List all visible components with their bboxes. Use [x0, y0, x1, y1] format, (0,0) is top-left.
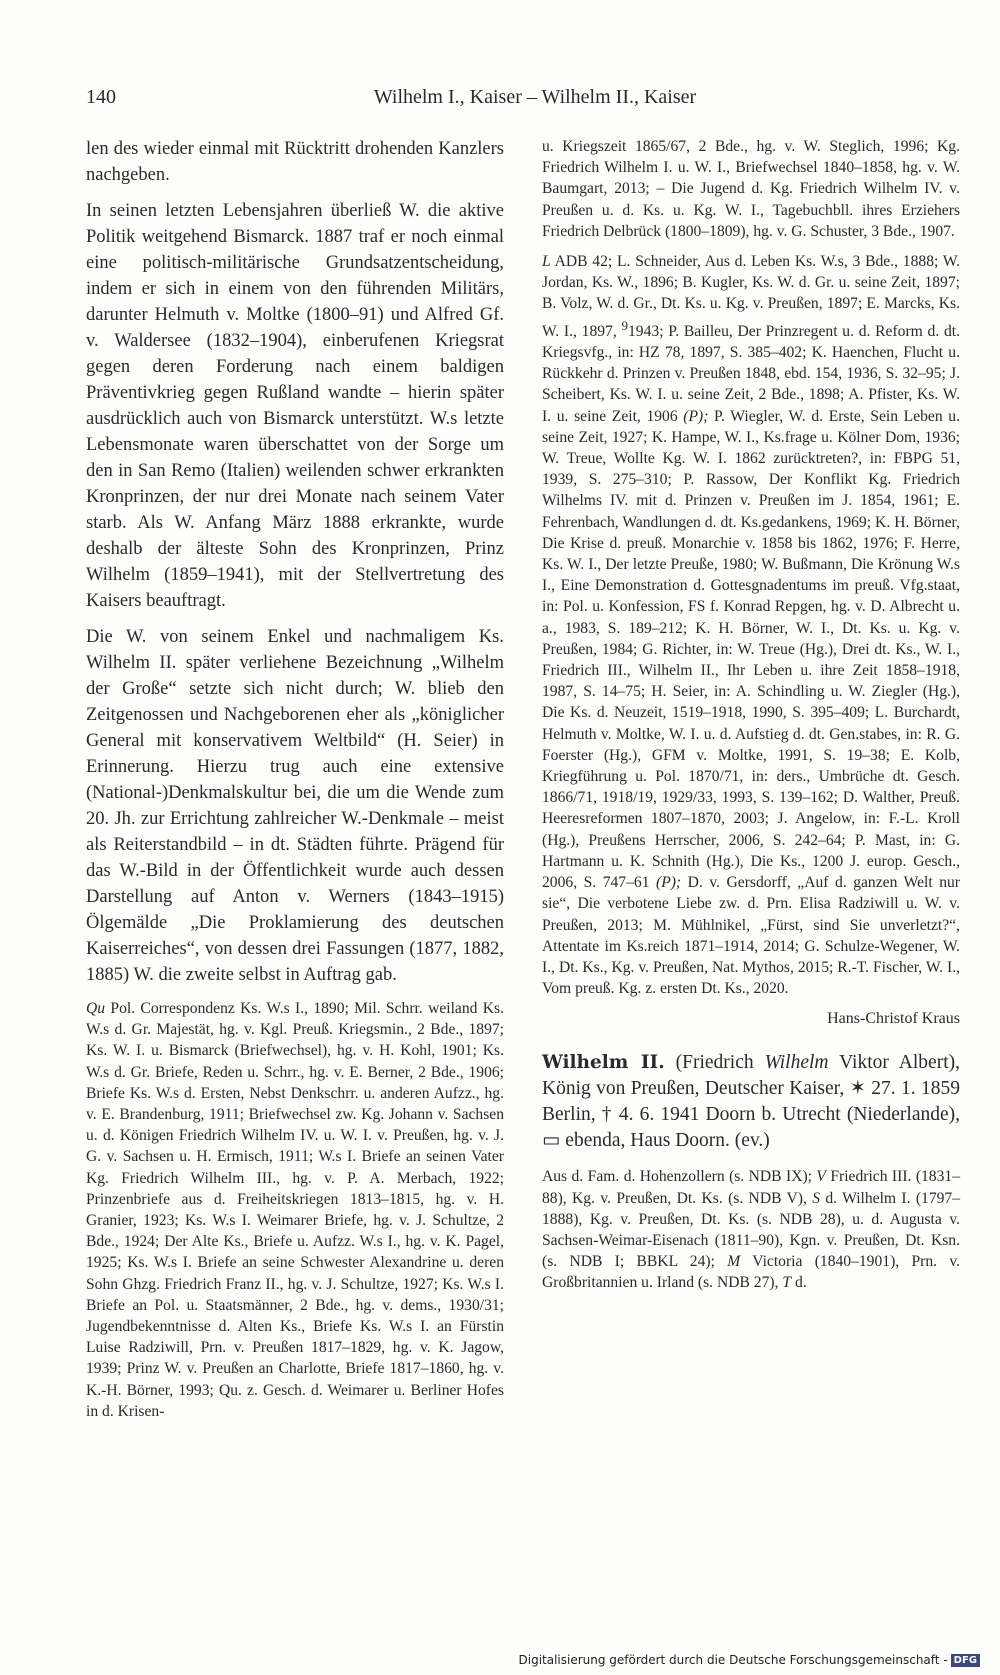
genealogy-label: T	[782, 1274, 792, 1292]
portrait-marker: (P);	[656, 874, 682, 892]
page-header	[86, 86, 944, 116]
literature-paragraph	[542, 251, 960, 999]
dfg-logo: DFG	[951, 1654, 980, 1667]
genealogy-label: M	[727, 1253, 741, 1271]
literature-text: ADB 42; L. Schneider, Aus d. Leben Ks. W.s, 3 Bde., 1888; W. Jordan, Ks. W., 1896; B. Kugler, Ks. W. d. Gr. u. seine Zeit, 1897; B. Volz, W. d. Gr., Dt. Ks. u. Kg. v. Preußen, 1897; E. Marcks, Ks. W. I., 1897,	[542, 253, 960, 340]
genealogy-label: S	[812, 1189, 821, 1207]
entry-text: (Friedrich	[664, 1052, 765, 1074]
sources-continued: u. Kriegszeit 1865/67, 2 Bde., hg. v. W. Steglich, 1996; Kg. Friedrich Wilhelm I. u. W. I., Briefwechsel 1840–1858, hg. v. W. Baumgart, 2013; – Die Jugend d. Kg. Friedrich Wilhelm IV. v. Preußen u. d. Ks. u. Kg. W. I., Tagebuchbll. ihres Erziehers Friedrich Delbrück (1800–1809), hg. v. G. Schuster, 3 Bde., 1907.	[542, 138, 960, 240]
author-signature: Hans-Christof Kraus	[827, 1010, 960, 1028]
genealogy-text: d. Wilhelm I. (1797–1888), Kg. v. Preußen, Dt. Ks. (s. NDB 28), u. d. Augusta v. Sachsen-Weimar-Eisenach (1811–90), Kgn. v. Preußen, Dt. Ksn. (s. NDB I; BBKL 24);	[542, 1189, 961, 1271]
digitization-footer	[519, 1653, 981, 1667]
running-title: Wilhelm I., Kaiser – Wilhelm II., Kaiser	[373, 86, 697, 108]
entry-italic-name: Wilhelm	[764, 1052, 829, 1074]
genealogy-text: d.	[791, 1274, 807, 1292]
literature-text: 1943; P. Bailleu, Der Prinzregent u. d. Reform d. dt. Kriegsvfg., in: HZ 78, 1897, S. 385–402; K. Haenchen, Flucht u. Rückkehr d. Prinzen v. Preußen 1848, ebd. 154, 1936, S. 32–95; J. Scheibert, Ks. W. I. u. seine Zeit, 2 Bde., 1898; A. Pfister, Ks. W. I. u. seine Zeit, 1906	[542, 322, 960, 425]
sources-text: Pol. Correspondenz Ks. W.s I., 1890; Mil. Schrr. weiland Ks. W.s d. Gr. Majestät, hg. v. Kgl. Preuß. Kriegsmin., 2 Bde., 1897; Ks. W. I. u. Bismarck (Briefwechsel), hg. v. H. Kohl, 1901; Ks. W.s d. Gr. Briefe, Reden u. Schrr., hg. v. E. Berner, 2 Bde., 1906; Briefe Ks. W.s d. Ersten, Nebst Denkschrr. u. anderen Aufzz., hg. v. E. Brandenburg, 1911; Briefwechsel zw. Kg. Johann v. Sachsen u. d. Königen Friedrich Wilhelm IV. u. W. I. v. Preußen, hg. v. J. G. v. Sachsen u. H. Ermisch, 1911; W.s I. Briefe an seinen Vater Kg. Friedrich Wilhelm III., hg. v. P. A. Merbach, 1922; Prinzenbriefe aus d. Freiheitskriegen 1813–1815, hg. v. H. Granier, 1923; Ks. W.s I. Weimarer Briefe, hg. v. J. Schultze, 2 Bde., 1924; Der Alte Ks., Briefe u. Aufzz. W.s I., hg. v. K. Pagel, 1925; Ks. W.s I. Briefe an seine Schwester Alexandrine u. deren Sohn Ghzg. Friedrich Franz II., hg. v. J. Schultze, 1927; Ks. W.s I. Briefe an Pol. u. Staatsmänner, 2 Bde., hg. v. dems., 1930/31; Jugendbekenntnisse d. Alten Ks., Briefe Ks. W.s I. an Fürstin Luise Radziwill, Prn. v. Preußen 1817–1829, hg. v. K. Jagow, 1939; Prinz W. v. Preußen an Charlotte, Briefe 1817–1860, hg. v. K.-H. Börner, 1993; Qu. z. Gesch. d. Weimarer u. Berliner Hofes in d. Krisen-	[86, 1000, 504, 1420]
sources-label: Qu	[86, 1000, 106, 1017]
entry-text: Viktor Albert), König von Preußen, Deutscher Kaiser, ✶ 27. 1. 1859 Berlin, † 4. 6. 1941 Doorn b. Utrecht (Niederlande), ▭ ebenda, Haus Doorn. (ev.)	[542, 1052, 960, 1152]
footer-text: Digitalisierung gefördert durch die Deutsche Forschungsgemeinschaft -	[518, 1653, 948, 1667]
genealogy-text: Victoria (1840–1901), Prn. v. Großbritannien u. Irland (s. NDB 27),	[542, 1253, 960, 1292]
entry-heading	[542, 1050, 960, 1154]
paragraph: Die W. von seinem Enkel und nachmaligem Ks. Wilhelm II. später verliehene Bezeichnung „Wilhelm der Große“ setzte sich nicht durch; W. blieb den Zeitgenossen und Nachgeborenen eher als „königlicher General mit konservativem Weltbild“ (H. Seier) in Erinnerung. Hierzu trug auch eine extensive (National-)Denkmalskultur bei, die um die Wende zum 20. Jh. zur Errichtung zahlreicher W.-Denkmale – meist als Reiterstandbild – in dt. Städten führte. Prägend für das W.-Bild in der Öffentlichkeit wurde auch dessen Darstellung auf Anton v. Werners (1843–1915) Ölgemälde „Die Proklamierung des deutschen Kaiserreiches“, von dessen drei Fassungen (1877, 1882, 1885) W. die zweite selbst in Auftrag gab.	[86, 627, 504, 985]
genealogy-text: Aus d. Fam. d. Hohenzollern (s. NDB IX);	[542, 1168, 817, 1186]
paragraph: In seinen letzten Lebensjahren überließ W. die aktive Politik weitgehend Bismarck. 1887 traf er noch einmal eine politisch-militärische Grundsatzentscheidung, indem er sich in einem von den führenden Militärs, darunter Helmuth v. Moltke (1800–91) und Alfred Gf. v. Waldersee (1832–1904), einberufenen Kriegsrat gegen deren Forderung nach einem baldigen Präventivkrieg gegen Rußland wandte – hierin später ausdrücklich auch von Bismarck unterstützt. W.s letzte Lebensmonate waren überschattet von der Sorge um den in San Remo (Italien) weilenden schwer erkrankten Kronprinzen, der nur drei Monate nach seinem Vater starb. Als W. Anfang März 1888 erkrankte, wurde deshalb der älteste Sohn des Kronprinzen, Prinz Wilhelm (1859–1941), mit der Stellvertretung des Kaisers beauftragt.	[86, 201, 504, 611]
edition-superscript: 9	[621, 317, 628, 333]
right-column	[542, 136, 960, 1303]
paragraph: len des wieder einmal mit Rücktritt drohenden Kanzlers nachgeben.	[86, 139, 504, 185]
literature-label: L	[542, 253, 551, 271]
literature-text: P. Wiegler, W. d. Erste, Sein Leben u. seine Zeit, 1927; K. Hampe, W. I., Ks.frage u. Kölner Dom, 1936; W. Treue, Wollte Kg. W. I. 1862 zurücktreten?, in: FBPG 51, 1939, S. 275–310; P. Rassow, Der Konflikt Kg. Friedrich Wilhelms IV. mit d. Prinzen v. Preußen im J. 1854, 1961; E. Fehrenbach, Wandlungen d. dt. Ks.gedankens, 1969; K. H. Börner, Die Krise d. preuß. Monarchie v. 1858 bis 1862, 1976; F. Herre, Ks. W. I., Der letzte Preuße, 1980; W. Bußmann, Die Krönung W.s I., Eine Demonstration d. Gottesgnadentums im preuß. Vfg.staat, in: Pol. u. Konfession, FS f. Konrad Repgen, hg. v. D. Albrecht u. a., 1983, S. 189–212; K. H. Börner, W. I., Dt. Ks. u. Kg. v. Preußen, 1984; G. Richter, in: W. Treue (Hg.), Drei dt. Ks., W. I., Friedrich III., Wilhelm II., Ihr Leben u. ihre Zeit 1858–1918, 1987, S. 14–75; H. Seier, in: A. Schindling u. W. Ziegler (Hg.), Die Ks. d. Neuzeit, 1519–1918, 1990, S. 395–409; L. Burchardt, Helmuth v. Moltke, W. I. u. d. Aufstieg d. dt. Gen.stabes, in: R. G. Foerster (Hg.), GFM v. Moltke, 1991, S. 19–38; E. Kolb, Kriegführung u. Pol. 1870/71, in: ders., Umbrüche dt. Gesch. 1866/71, 1918/19, 1929/33, 1993, S. 139–162; D. Walther, Preuß. Heeresreformen 1807–1870, 2003; J. Angelow, in: F.-L. Kroll (Hg.), Preußens Herrscher, 2006, S. 242–64; P. Mast, in: G. Hartmann u. K. Schnith (Hg.), Die Ks., 1200 J. europ. Gesch., 2006, S. 747–61	[542, 407, 960, 892]
portrait-marker: (P);	[683, 407, 709, 425]
genealogy-text: Friedrich III. (1831–88), Kg. v. Preußen, Dt. Ks. (s. NDB V),	[542, 1168, 960, 1207]
sources-paragraph	[86, 998, 504, 1422]
page-number: 140	[86, 86, 116, 108]
entry-lemma: Wilhelm II.	[542, 1052, 665, 1074]
literature-text: D. v. Gersdorff, „Auf d. ganzen Welt nur sie“, Die verbotene Liebe zw. d. Prn. Elisa Radziwill u. W. v. Preußen, 2013; M. Mühlnikel, „Fürst, sind Sie unverletzt?“, Attentate im Ks.reich 1871–1914, 2014; G. Schulze-Wegener, W. I., Dt. Ks., Kg. v. Preußen, Nat. Mythos, 2015; R.-T. Fischer, W. I., Vom preuß. Kg. z. ersten Dt. Ks., 2020.	[542, 874, 960, 998]
genealogy-paragraph	[542, 1166, 960, 1293]
left-column	[86, 136, 504, 1431]
genealogy-label: V	[816, 1168, 826, 1186]
